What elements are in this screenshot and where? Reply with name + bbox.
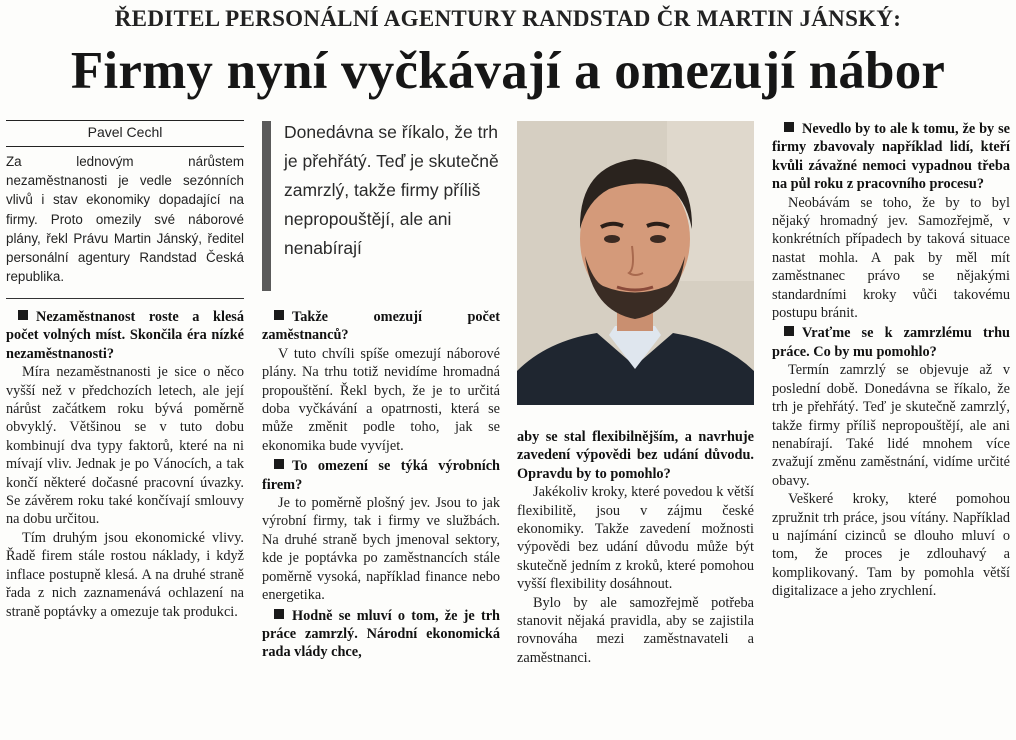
column-3 bbox=[517, 428, 754, 667]
question-2: Takže omezují počet zaměstnanců? bbox=[262, 309, 500, 344]
kicker-title: ŘEDITEL PERSONÁLNÍ AGENTURY RANDSTAD ČR MARTIN JÁNSKÝ: bbox=[114, 6, 902, 31]
square-bullet-icon bbox=[784, 326, 794, 336]
question-4: Hodně se mluví o tom, že je trh práce zamrzlý. Národní ekonomická rada vlády chce, bbox=[262, 607, 500, 661]
question-4-continued: aby se stal flexibilnějším, a navrhuje zavedení výpovědi bez udání důvodu. Opravdu by to pomohlo? bbox=[517, 429, 754, 482]
column-4 bbox=[772, 120, 1010, 601]
square-bullet-icon bbox=[274, 310, 284, 320]
portrait-photo bbox=[517, 121, 754, 405]
author-bottom-rule bbox=[6, 146, 244, 147]
pullquote-bar bbox=[262, 121, 271, 291]
answer-paragraph: Je to poměrně plošný jev. Jsou to jak výrobní firmy, tak i firmy ve službách. Na druhé straně bych jmenoval sektory, kde je poptávka po zaměstnancích stále poměrně vysoká, například finance nebo energetika. bbox=[262, 495, 500, 604]
answer-paragraph: Neobávám se toho, že by to byl nějaký hromadný jev. Samozřejmě, v konkrétních případech by taková situace nastat mohla. A pak by měl mít zaměstnanec právo se nějakými standardními kroky vůči takovému postupu bránit. bbox=[772, 194, 1010, 322]
lead-paragraph: Za lednovým nárůstem nezaměstnanosti je vedle sezónních vlivů i stav ekonomiky dopadající na firmy. Proto omezily své náborové plány, řekl Právu Martin Jánský, ředitel personální agentury Randstad Česká republika. bbox=[6, 154, 244, 285]
pullquote: Donedávna se říkalo, že trh je přehřátý. Teď je skutečně zamrzlý, takže firmy příliš nepropouštějí, ale ani nenabírají bbox=[284, 122, 499, 258]
answer-paragraph: Tím druhým jsou ekonomické vlivy. Řadě firem stále rostou náklady, i když inflace postupně klesá. A na druhé straně řada z nich zaznamenává ochlazení na straně poptávky a omezuje tak produkci. bbox=[6, 529, 244, 620]
column-2 bbox=[262, 308, 500, 662]
lead-rule bbox=[6, 298, 244, 299]
author-top-rule bbox=[6, 120, 244, 121]
question-5: Nevedlo by to ale k tomu, že by se firmy zbavovaly například lidí, kteří kvůli závažné nemoci vypadnou třeba na půl roku z pracovního procesu? bbox=[772, 121, 1010, 193]
answer-paragraph: Veškeré kroky, které pomohou zpružnit trh práce, jsou vítány. Například u najímání cizinců se dlouho mluví o tom, že proces je zdlouhavý a komplikovaný. Tam by pomohla větší digitalizace a jeho zrychlení. bbox=[772, 491, 1010, 600]
answer-paragraph: Míra nezaměstnanosti je sice o něco vyšší než v předchozích letech, ale její nárůst začátkem roku bývá poměrně obvyklý. Většinou se v tuto dobu kombinují dva typy faktorů, které na ni mívají vliv. Jednak je po Vánocích, a tak končí některé dočasné pracovní úvazky. Se závěrem roku také končívají smlouvy na dobu určitou. bbox=[6, 364, 244, 528]
portrait-illustration bbox=[517, 121, 754, 405]
column-1 bbox=[6, 308, 244, 621]
answer-paragraph: Bylo by ale samozřejmě potřeba stanovit nějaká pravidla, aby se zajistila rovnováha mezi zaměstnavateli a zaměstnanci. bbox=[517, 594, 754, 666]
question-1: Nezaměstnanost roste a klesá počet volných míst. Skončila éra nízké nezaměstnanosti? bbox=[6, 309, 244, 362]
square-bullet-icon bbox=[274, 609, 284, 619]
question-3: To omezení se týká výrobních firem? bbox=[262, 458, 500, 493]
square-bullet-icon bbox=[784, 122, 794, 132]
answer-paragraph: V tuto chvíli spíše omezují náborové plány. Na trhu totiž nevidíme hromadná propouštění. Řekl bych, že je to určitá doba vyčkávání a opatrnosti, která se může změnit podle toho, jak se ekonomika bude vyvíjet. bbox=[262, 345, 500, 454]
author-byline: Pavel Cechl bbox=[87, 124, 163, 140]
square-bullet-icon bbox=[274, 459, 284, 469]
question-6: Vraťme se k zamrzlému trhu práce. Co by mu pomohlo? bbox=[772, 325, 1010, 360]
square-bullet-icon bbox=[18, 310, 28, 320]
answer-paragraph: Jakékoliv kroky, které povedou k větší flexibilitě, jsou v zájmu české ekonomiky. Takže zavedení možnosti výpovědi bez udání důvodu může být skutečně jedním z kroků, které pomohou vyšší flexibility dosáhnout. bbox=[517, 484, 754, 593]
answer-paragraph: Termín zamrzlý se objevuje až v poslední době. Donedávna se říkalo, že trh je přehřátý. Teď je skutečně zamrzlý, takže firmy příliš nepropouštějí, ale ani nenabírají. Také lidé mnohem více zvažují změnu zaměstnání, vidíme určité obavy. bbox=[772, 362, 1010, 489]
headline: Firmy nyní vyčkávají a omezují nábor bbox=[70, 42, 946, 100]
